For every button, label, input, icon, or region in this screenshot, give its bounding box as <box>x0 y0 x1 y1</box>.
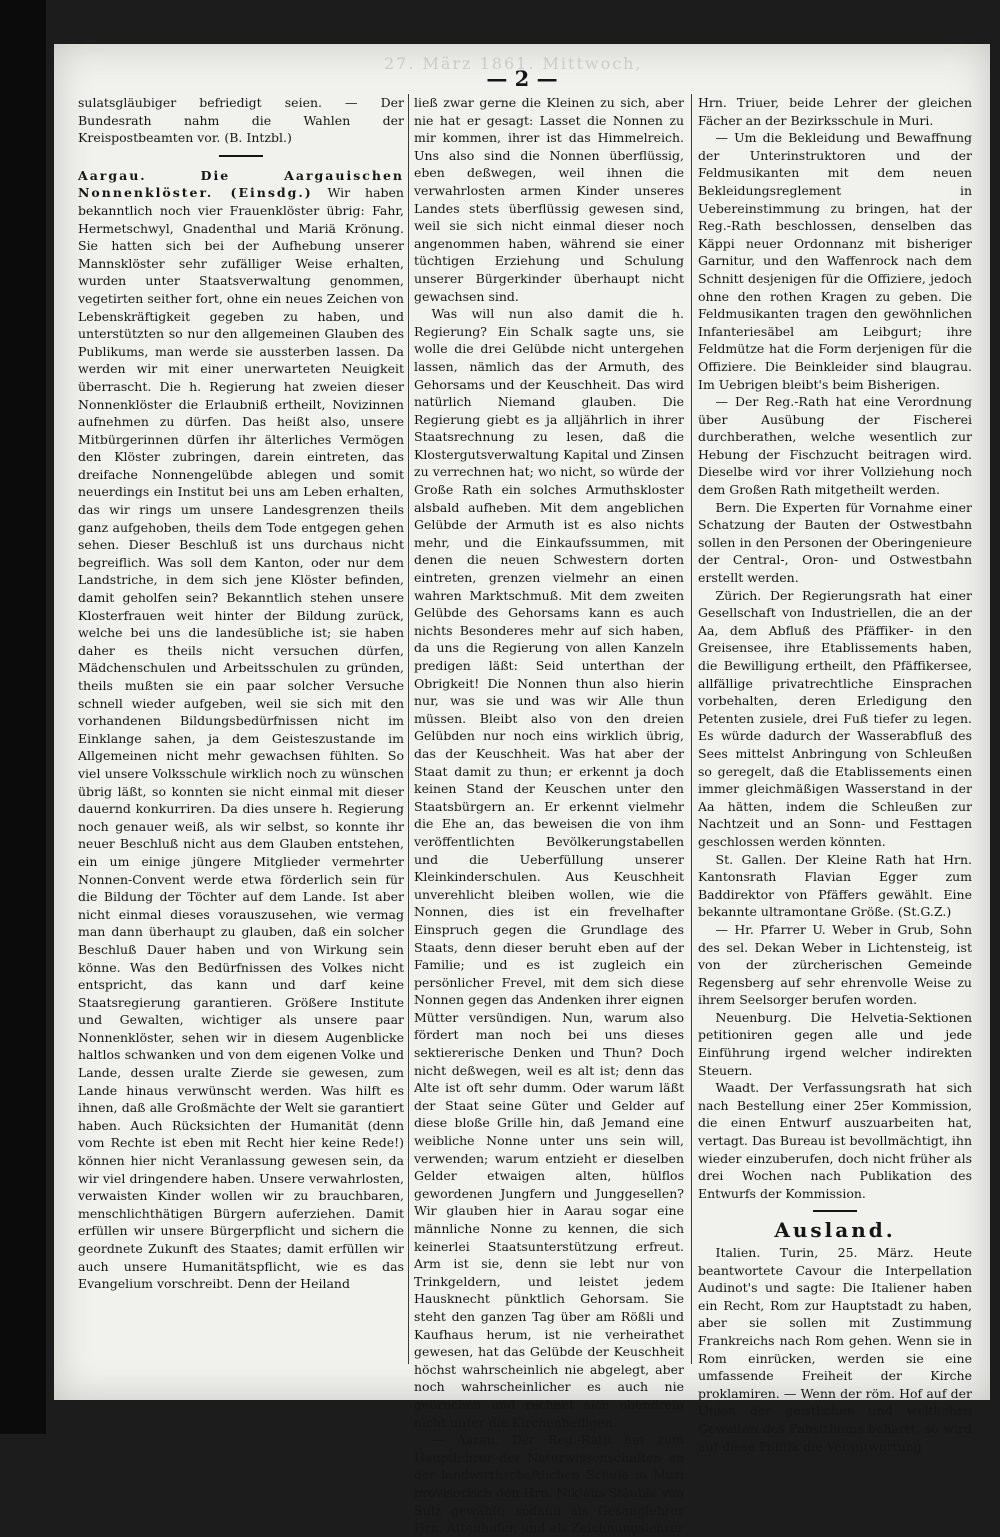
page-number: — 2 — <box>486 66 558 91</box>
article-divider <box>219 155 263 157</box>
article-paragraph: — Um die Bekleidung und Bewaffnung der Unterinstruktoren und der Feldmusikanten mit dem neuen Bekleidungsreglement in Uebereinstimmung zu bringen, hat der Reg.-Rath beschlossen, denselben das Käppi neuer Ordonnanz mit bisheriger Garnitur, und den Waffenrock nach dem Schnitt desjenigen für die Offiziere, jedoch ohne den rothen Kragen zu geben. Die Feldmusikanten tragen den gewöhnlichen Infanteriesäbel am Leibgurt; ihre Feldmütze hat die Form derjenigen für die Offiziere. Die Beinkleider sind blaugrau. Im Uebrigen bleibt's beim Bisherigen. <box>698 130 972 392</box>
article-paragraph: Bern. Die Experten für Vornahme einer Schatzung der Bauten der Ostwestbahn sollen in den Personen der Oberingenieure der Central-, Oron- und Ostwestbahn erstellt werden. <box>698 499 972 586</box>
article-paragraph: ließ zwar gerne die Kleinen zu sich, aber nie hat er gesagt: Lasset die Nonnen zu mir kommen, ihrer ist das Himmelreich. Uns also sind die Nonnen überflüssig, eben deßwegen, weil ihnen die verwahrlosten armen Kinder unseres Landes stets überflüssig gewesen sind, weil sie sich nicht einmal dieser noch angenommen haben, während sie einer tüchtigen Erziehung und Schulung unserer Bürgerkinder überhaupt nicht gewachsen sind. <box>414 95 684 304</box>
newspaper-page <box>54 44 990 1536</box>
article-aargau <box>78 167 404 1293</box>
article-paragraph: Was will nun also damit die h. Regierung? Ein Schalk sagte uns, sie wolle die drei Gelübde nicht untergehen lassen, nämlich das der Armuth, des Gehorsams und der Keuschheit. Das wird natürlich Niemand glauben. Die Regierung giebt es ja alljährlich in ihrer Staatsrechnung zu lesen, daß die Klostergutsverwaltung Kapital und Zinsen zu verrechnen hat; wo nicht, so würde der Große Rath ein solches Armuthskloster alsbald aufheben. Mit dem angeblichen Gelübde der Armuth ist es also nichts mehr, und die Einkaufssummen, mit denen die neuen Schwestern dorten eintreten, grenzen vielmehr an einen wahren Marktschmuß. Mit dem zweiten Gelübde des Gehorsams kann es auch nichts Besonderes mehr auf sich haben, da uns die Regierung von allen Kanzeln predigen läßt: Seid unterthan der Obrigkeit! Die Nonnen thun also hierin nur, was sie und was wir Alle thun müssen. Bleibt also von den dreien Gelübden nur noch eins wirklich übrig, das der Keuschheit. Was hat aber der Staat damit zu thun; er erkennt ja doch keinen Stand der Keuschen unter den Staatsbürgern an. Er erkennt vielmehr die Ehe an, das beweisen die von ihm veröffentlichten Bevölkerungstabellen und die Ueberfüllung unserer Kleinkinderschulen. Aus Keuschheit unverehlicht bleiben wollen, wie die Nonnen, dies ist ein frevelhafter Einspruch gegen die Grundlage des Staats, denn dieser beruht eben auf der Familie; und es ist zugleich ein persönlicher Frevel, mit dem sich diese Nonnen gegen das Andenken ihrer eignen Mütter versündigen. Nun, warum also fördert man noch bei uns dieses sektiererische Denken und Thun? Doch nicht deßwegen, weil es alt ist; denn das Alte ist oft sehr dumm. Oder warum läßt der Staat seine Güter und Gelder auf diese bloße Grille hin, daß Jemand eine weibliche Nonne unter uns sein will, verwenden; warum entzieht er dieselben Gelder etwaigen alten, hülflos gewordenen Jungfern und Junggesellen? Wir glauben hier in Aarau sogar eine männliche Nonne zu kennen, die sich keinerlei Staatsunterstützung erfreut. Arm ist sie, denn sie lebt nur von Trinkgeldern, und leistet jedem Hausknecht pünktlich Gehorsam. Sie steht den ganzen Tag über am Rößli und Kaufhaus herum, ist nie verheirathet gewesen, hat das Gelübde der Keuschheit höchst wahrscheinlich nie abgelegt, aber noch wahrscheinlicher es auch nie gebrochen und rechnet sich obendrein nicht unter die Kirchenheiligen. <box>414 306 684 1430</box>
article-lead: Aargau. Die Aargauischen Nonnenklöster. (Einsdg.) <box>78 167 404 201</box>
article-text: Wir haben bekanntlich noch vier Frauenklöster übrig: Fahr, Hermetschwyl, Gnadenthal und Mariä Krönung. Sie hatten sich bei der Aufhebung unserer Mannsklöster sehr zufälliger Weise erhalten, wurden unter Staatsverwaltung genommen, vegetirten seither fort, ohne ein neues Zeichen von Lebenskräftigkeit gegeben zu haben, und unterstützten so nur den allgemeinen Glauben des Publikums, man werde sie aussterben lassen. Da werden wir mit einer unerwarteten Neuigkeit überrascht. Die h. Regierung hat zweien dieser Nonnenklöster die Erlaubniß ertheilt, Novizinnen aufnehmen zu dürfen. Das heißt also, unsere Mitbürgerinnen dürfen ihr älterliches Vermögen den Klöster zubringen, darein eintreten, das dreifache Nonnengelübde ablegen und somit neuerdings ein Institut bei uns am Leben erhalten, das wir rings um unsere Landesgrenzen theils ganz aufgehoben, theils dem Tode entgegen gehen sehen. Dieser Beschluß ist uns durchaus nicht begreiflich. Was soll dem Kanton, oder nur dem Landstriche, in dem sich jene Klöster befinden, damit geholfen sein? Bekanntlich stehen unsere Klosterfrauen weit hinter der Bildung zurück, welche bei uns die landesübliche ist; sie haben daher es theils nicht versuchen dürfen, Mädchenschulen und Arbeitsschulen zu gründen, theils mußten sie ein paar solcher Versuche schnell wieder aufgeben, weil sie sich mit den vorhandenen Bildungsbedürfnissen nicht im Einklange sahen, ja dem Geisteszustande im Allgemeinen nicht mehr gewachsen fühlten. So viel unsere Volksschule wirklich noch zu wünschen übrig läßt, so konnten sie nicht einmal mit dieser dauernd konkurriren. Da dies unsere h. Regierung noch genauer weiß, als wir selbst, so konnte ihr neuer Beschluß nicht aus dem Glauben entstehen, ein um einige jüngere Mitglieder vermehrter Nonnen-Convent werde etwa förderlich sein für die Bildung der Töchter auf dem Lande. Ist aber nicht einmal dieses vorauszusehen, wie vermag man dann überhaupt zu glauben, daß ein solcher Beschluß Dauer haben und von Wirkung sein könne. Was den Bedürfnissen des Volkes nicht entspricht, das kann und darf keine Staatsregierung garantieren. Größere Institute und Gewalten, wichtiger als unsere paar Nonnenklöster, sehen wir in diesem Augenblicke haltlos schwanken und von dem eigenen Volke und Lande, dessen uralte Zierde sie gewesen, zum Lande hinaus verwünscht werden. Was hilft es ihnen, daß alle Großmächte der Welt sie garantiert haben. Auch Rücksichten der Humanität (denn vom Rechte ist eben mit Recht hier keine Rede!) können hier nicht Veranlassung gewesen sein, da wir viel dringendere haben. Unsere verwahrlosten, verwaisten Kinder wollen wir zu brauchbaren, menschlichthätigen Bürgern auferziehen. Damit erfüllen wir unsere Bürgerpflicht und sichern die geordnete Zukunft des Staates; damit erfüllen wir auch unsere Humanitätspflicht, wie es das Evangelium vorschreibt. Denn der Heiland <box>78 185 404 1292</box>
article-paragraph: St. Gallen. Der Kleine Rath hat Hrn. Kantonsrath Flavian Egger zum Baddirektor von Pfäffers gewählt. Eine bekannte ultramontane Größe. (St.G.Z.) <box>698 851 972 920</box>
article-paragraph: Neuenburg. Die Helvetia-Sektionen petitioniren gegen alle und jede Einführung irgend welcher indirekten Steuern. <box>698 1009 972 1078</box>
article-paragraph: — Hr. Pfarrer U. Weber in Grub, Sohn des sel. Dekan Weber in Lichtensteig, ist von der zürcherischen Gemeinde Regensberg auf sehr ehrenvolle Weise zu ihrem Seelsorger berufen worden. <box>698 921 972 1008</box>
article-paragraph: Italien. Turin, 25. März. Heute beantwortete Cavour die Interpellation Audinot's und sagte: Die Italiener haben ein Recht, Rom zur Hauptstadt zu haben, aber sie sollen mit Zustimmung Frankreichs nach Rom gehen. Wenn sie in Rom einrücken, werden sie eine umfassende Freiheit der Kirche proklamiren. — Wenn der röm. Hof auf der Union der geistlichen und weltlichen Gewalten des Pabstthums beharrt, so wird auf diese Politik die Verantwortung <box>698 1245 972 1454</box>
article-paragraph: Zürich. Der Regierungsrath hat einer Gesellschaft von Industriellen, die an der Aa, dem Abfluß des Pfäffiker- in den Greisensee, ihre Etablissements haben, die Bewilligung ertheilt, den Pfäffikersee, allfällige privatrechtliche Einsprachen vorbehalten, deren Erledigung den Petenten zusiele, drei Fuß tiefer zu legen. Es würde dadurch der Wasserabfluß des Sees mittelst Anbringung von Schleußen so geregelt, daß die Etablissements einen immer gleichmäßigen Wasserstand in der Aa hätten, indem die Schleußen zur Nachtzeit und an Sonn- und Festtagen geschlossen werden könnten. <box>698 587 972 849</box>
article-paragraph: — Der Reg.-Rath hat eine Verordnung über Ausübung der Fischerei durchberathen, welche wesentlich zur Hebung der Fischzucht beitragen wird. Dieselbe wird vor ihrer Vollziehung noch dem Großen Rath mitgetheilt werden. <box>698 394 972 498</box>
section-title: Ausland. <box>774 1218 896 1243</box>
article-paragraph: sulatsgläubiger befriedigt seien. — Der Bundesrath nahm die Wahlen der Kreispostbeamten vor. (B. Intzbl.) <box>78 95 404 146</box>
article-paragraph: — Aarau. Der Reg.-Rath hat zum Hauptlehrer der Naturwissenschaften an der landwirthschaftlichen Schule in Muri provisorisch den Hrn. Niklaus Stäuble von Sulz gewählt; sodann als Gesanglehrer Hrn. Attenhofer, und als Zeichnungslehrer <box>414 1432 684 1536</box>
book-binding-edge <box>0 0 46 1434</box>
article-paragraph: Hrn. Triuer, beide Lehrer der gleichen Fächer an der Bezirksschule in Muri. <box>698 95 972 128</box>
column-right <box>698 94 972 1454</box>
column-middle <box>414 94 684 1536</box>
column-rule-left <box>408 94 409 1364</box>
column-rule-right <box>691 94 692 1364</box>
bleed-through-text: 27. März 1861. Mittwoch, <box>384 54 643 73</box>
article-paragraph: Waadt. Der Verfassungsrath hat sich nach Bestellung einer 25er Kommission, die einen Entwurf auszuarbeiten hat, vertagt. Das Bureau ist bevollmächtigt, ihn wieder einzuberufen, doch nicht früher als drei Wochen nach Publikation des Entwurfs der Kommission. <box>698 1080 972 1201</box>
column-left <box>78 94 404 1374</box>
section-divider <box>813 1210 857 1212</box>
